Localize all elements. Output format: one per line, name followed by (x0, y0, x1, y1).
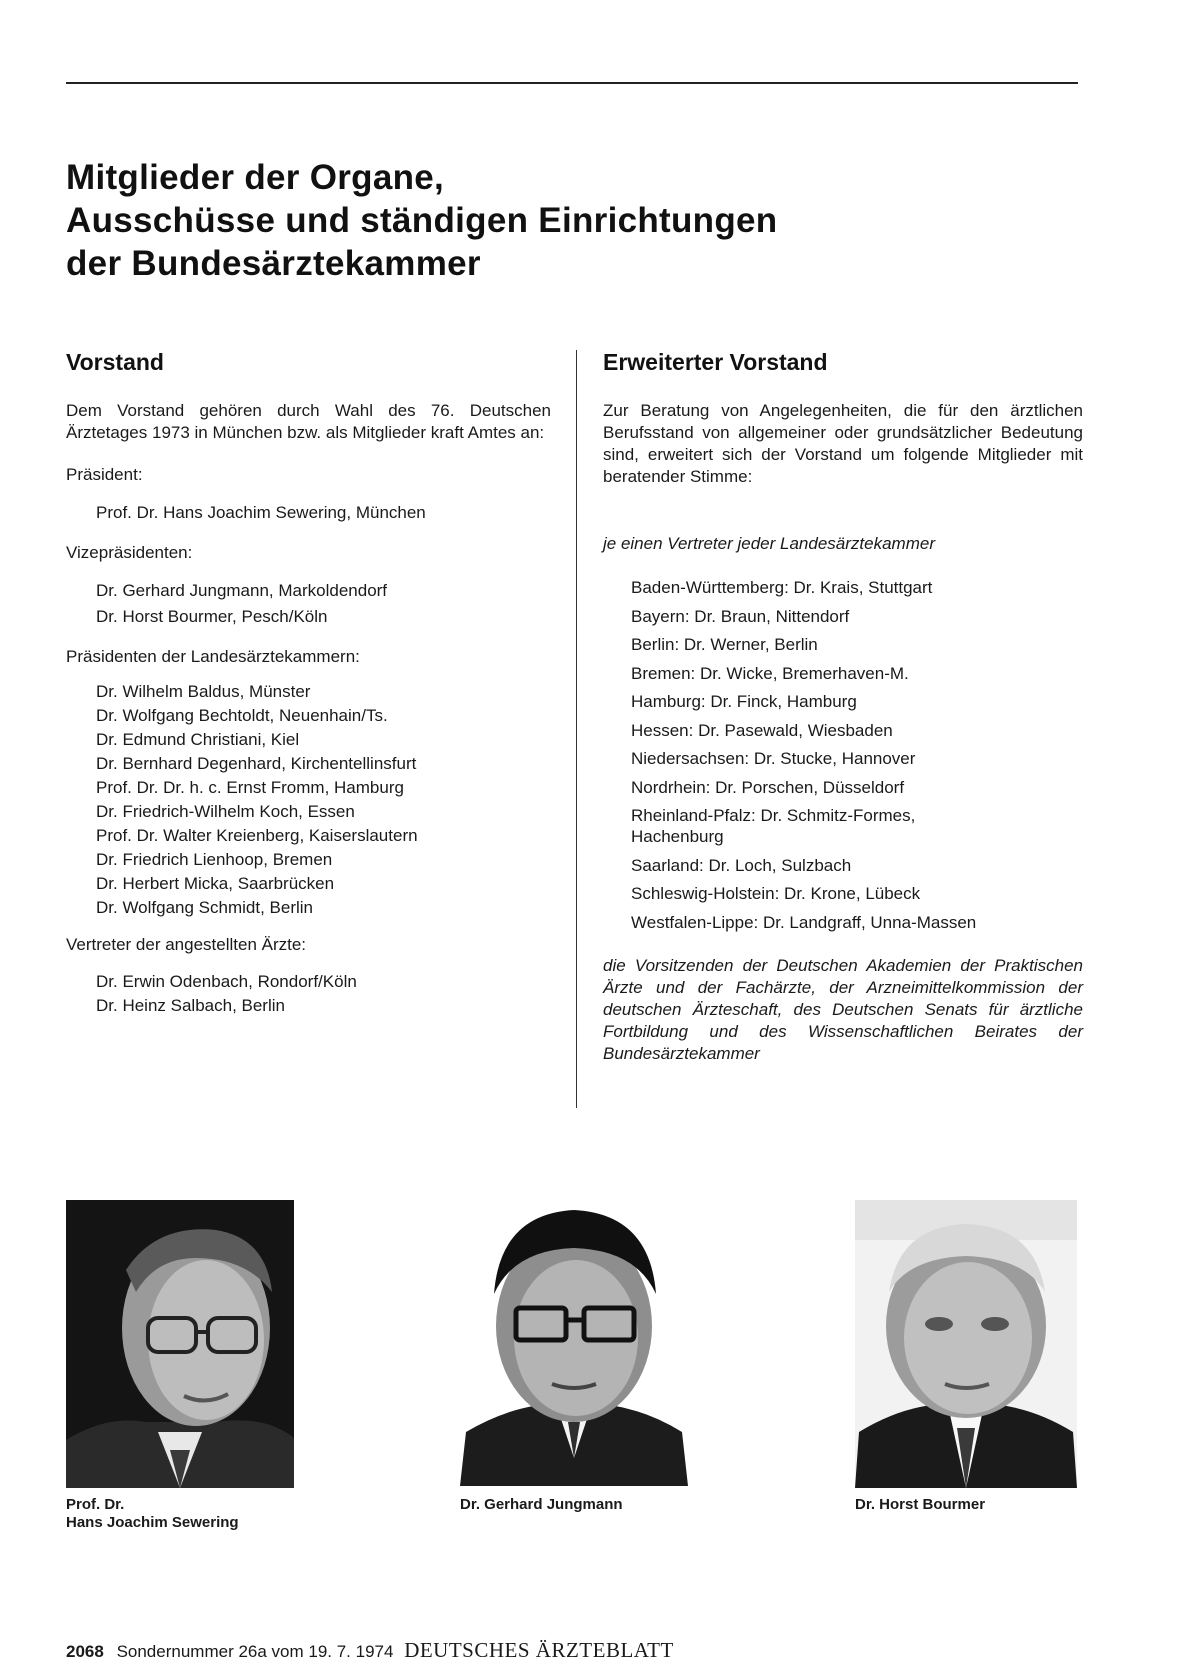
list-item: Schleswig-Holstein: Dr. Krone, Lübeck (631, 884, 921, 903)
list-item: Prof. Dr. Dr. h. c. Ernst Fromm, Hamburg (96, 778, 404, 797)
erweiterter-vorstand-section (603, 348, 1083, 1065)
portrait-photo-sewering (66, 1200, 294, 1488)
photo-caption-bourmer (855, 1496, 985, 1514)
list-item: Berlin: Dr. Werner, Berlin (631, 635, 818, 654)
list-item: Bayern: Dr. Braun, Nittendorf (631, 606, 850, 626)
list-item: Dr. Herbert Micka, Saarbrücken (96, 874, 335, 893)
caption-line: Hans Joachim Sewering (66, 1514, 239, 1531)
erweitert-intro: Zur Beratung von Angelegenheiten, die für den ärztlichen Berufsstand von allgemeiner oder grundsätzlicher Bedeutung sind, erweitert sich der Vorstand um folgende Mitglieder mit beratender Stimme: (603, 401, 1083, 486)
list-item: Dr. Wolfgang Schmidt, Berlin (96, 898, 313, 917)
erweitert-closing: die Vorsitzenden der Deutschen Akademien der Praktischen Ärzte und der Fachärzte, der Arzneimittelkommission der deutschen Ärzteschaft, des Deutschen Senats für ärztliche Fortbildung und des Wissenschaftlichen Beirates der Bundesärztekammer (603, 955, 1083, 1063)
title-line-1: Mitglieder der Organe, (66, 158, 445, 197)
column-divider (576, 350, 577, 1108)
masthead: DEUTSCHES ÄRZTEBLATT (404, 1638, 674, 1662)
portrait-photo-icon (855, 1200, 1077, 1488)
list-item: Bremen: Dr. Wicke, Bremerhaven-M. (631, 663, 909, 683)
list-item: Dr. Heinz Salbach, Berlin (96, 996, 285, 1015)
vorstand-heading: Vorstand (66, 349, 164, 375)
erweitert-heading: Erweiterter Vorstand (603, 349, 828, 375)
list-item: Dr. Gerhard Jungmann, Markoldendorf (96, 581, 388, 600)
photo-caption-sewering (66, 1496, 239, 1532)
vize-label: Vizepräsidenten: (66, 543, 193, 562)
photo-caption-jungmann (460, 1496, 623, 1514)
list-item: Dr. Wolfgang Bechtoldt, Neuenhain/Ts. (96, 706, 388, 725)
list-item: Hamburg: Dr. Finck, Hamburg (631, 692, 857, 711)
list-item: Dr. Erwin Odenbach, Rondorf/Köln (96, 972, 357, 991)
list-item: Niedersachsen: Dr. Stucke, Hannover (631, 749, 916, 768)
praesident-label: Präsident: (66, 465, 143, 484)
caption-line: Dr. Gerhard Jungmann (460, 1496, 623, 1513)
list-item: Westfalen-Lippe: Dr. Landgraff, Unna-Massen (631, 912, 977, 932)
praesident-name: Prof. Dr. Hans Joachim Sewering, München (96, 503, 426, 522)
list-item: Prof. Dr. Walter Kreienberg, Kaiserslautern (96, 826, 418, 845)
page-footer (66, 1639, 674, 1663)
praesident-list (66, 500, 551, 526)
portrait-photo-jungmann (460, 1196, 688, 1486)
top-rule (66, 82, 1078, 84)
list-item: Rheinland-Pfalz: Dr. Schmitz-Formes, Hachenburg (631, 806, 916, 846)
portrait-photo-icon (460, 1196, 688, 1486)
vorstand-intro: Dem Vorstand gehören durch Wahl des 76. Deutschen Ärztetages 1973 in München bzw. als Mitglieder kraft Amtes an: (66, 401, 551, 442)
list-item: Dr. Bernhard Degenhard, Kirchentellinsfurt (96, 754, 417, 773)
caption-line: Prof. Dr. (66, 1496, 125, 1513)
list-item: Nordrhein: Dr. Porschen, Düsseldorf (631, 777, 905, 797)
title-line-2: Ausschüsse und ständigen Einrichtungen (66, 201, 778, 240)
list-item: Baden-Württemberg: Dr. Krais, Stuttgart (631, 578, 933, 597)
title-line-3: der Bundesärztekammer (66, 244, 481, 283)
portrait-photo-bourmer (855, 1200, 1077, 1488)
list-item: Dr. Friedrich-Wilhelm Koch, Essen (96, 802, 355, 821)
page-title (66, 156, 1066, 285)
list-item: Dr. Edmund Christiani, Kiel (96, 730, 300, 749)
angestellt-label: Vertreter der angestellten Ärzte: (66, 935, 307, 954)
issue-info: Sondernummer 26a vom 19. 7. 1974 (116, 1642, 394, 1661)
list-item: Saarland: Dr. Loch, Sulzbach (631, 855, 852, 875)
vorstand-section (66, 348, 551, 1018)
list-item: Dr. Horst Bourmer, Pesch/Köln (96, 607, 328, 626)
landes-list (66, 680, 551, 920)
vertreter-label: je einen Vertreter jeder Landesärztekammer (603, 534, 935, 553)
portrait-photo-icon (66, 1200, 294, 1488)
caption-line: Dr. Horst Bourmer (855, 1496, 986, 1513)
vize-list (66, 578, 551, 630)
landes-label: Präsidenten der Landesärztekammern: (66, 647, 360, 666)
list-item: Hessen: Dr. Pasewald, Wiesbaden (631, 720, 893, 740)
page-number: 2068 (66, 1642, 104, 1661)
angestellt-list (66, 970, 551, 1018)
list-item: Dr. Friedrich Lienhoop, Bremen (96, 850, 333, 869)
list-item: Dr. Wilhelm Baldus, Münster (96, 682, 311, 701)
states-list (603, 577, 1083, 933)
